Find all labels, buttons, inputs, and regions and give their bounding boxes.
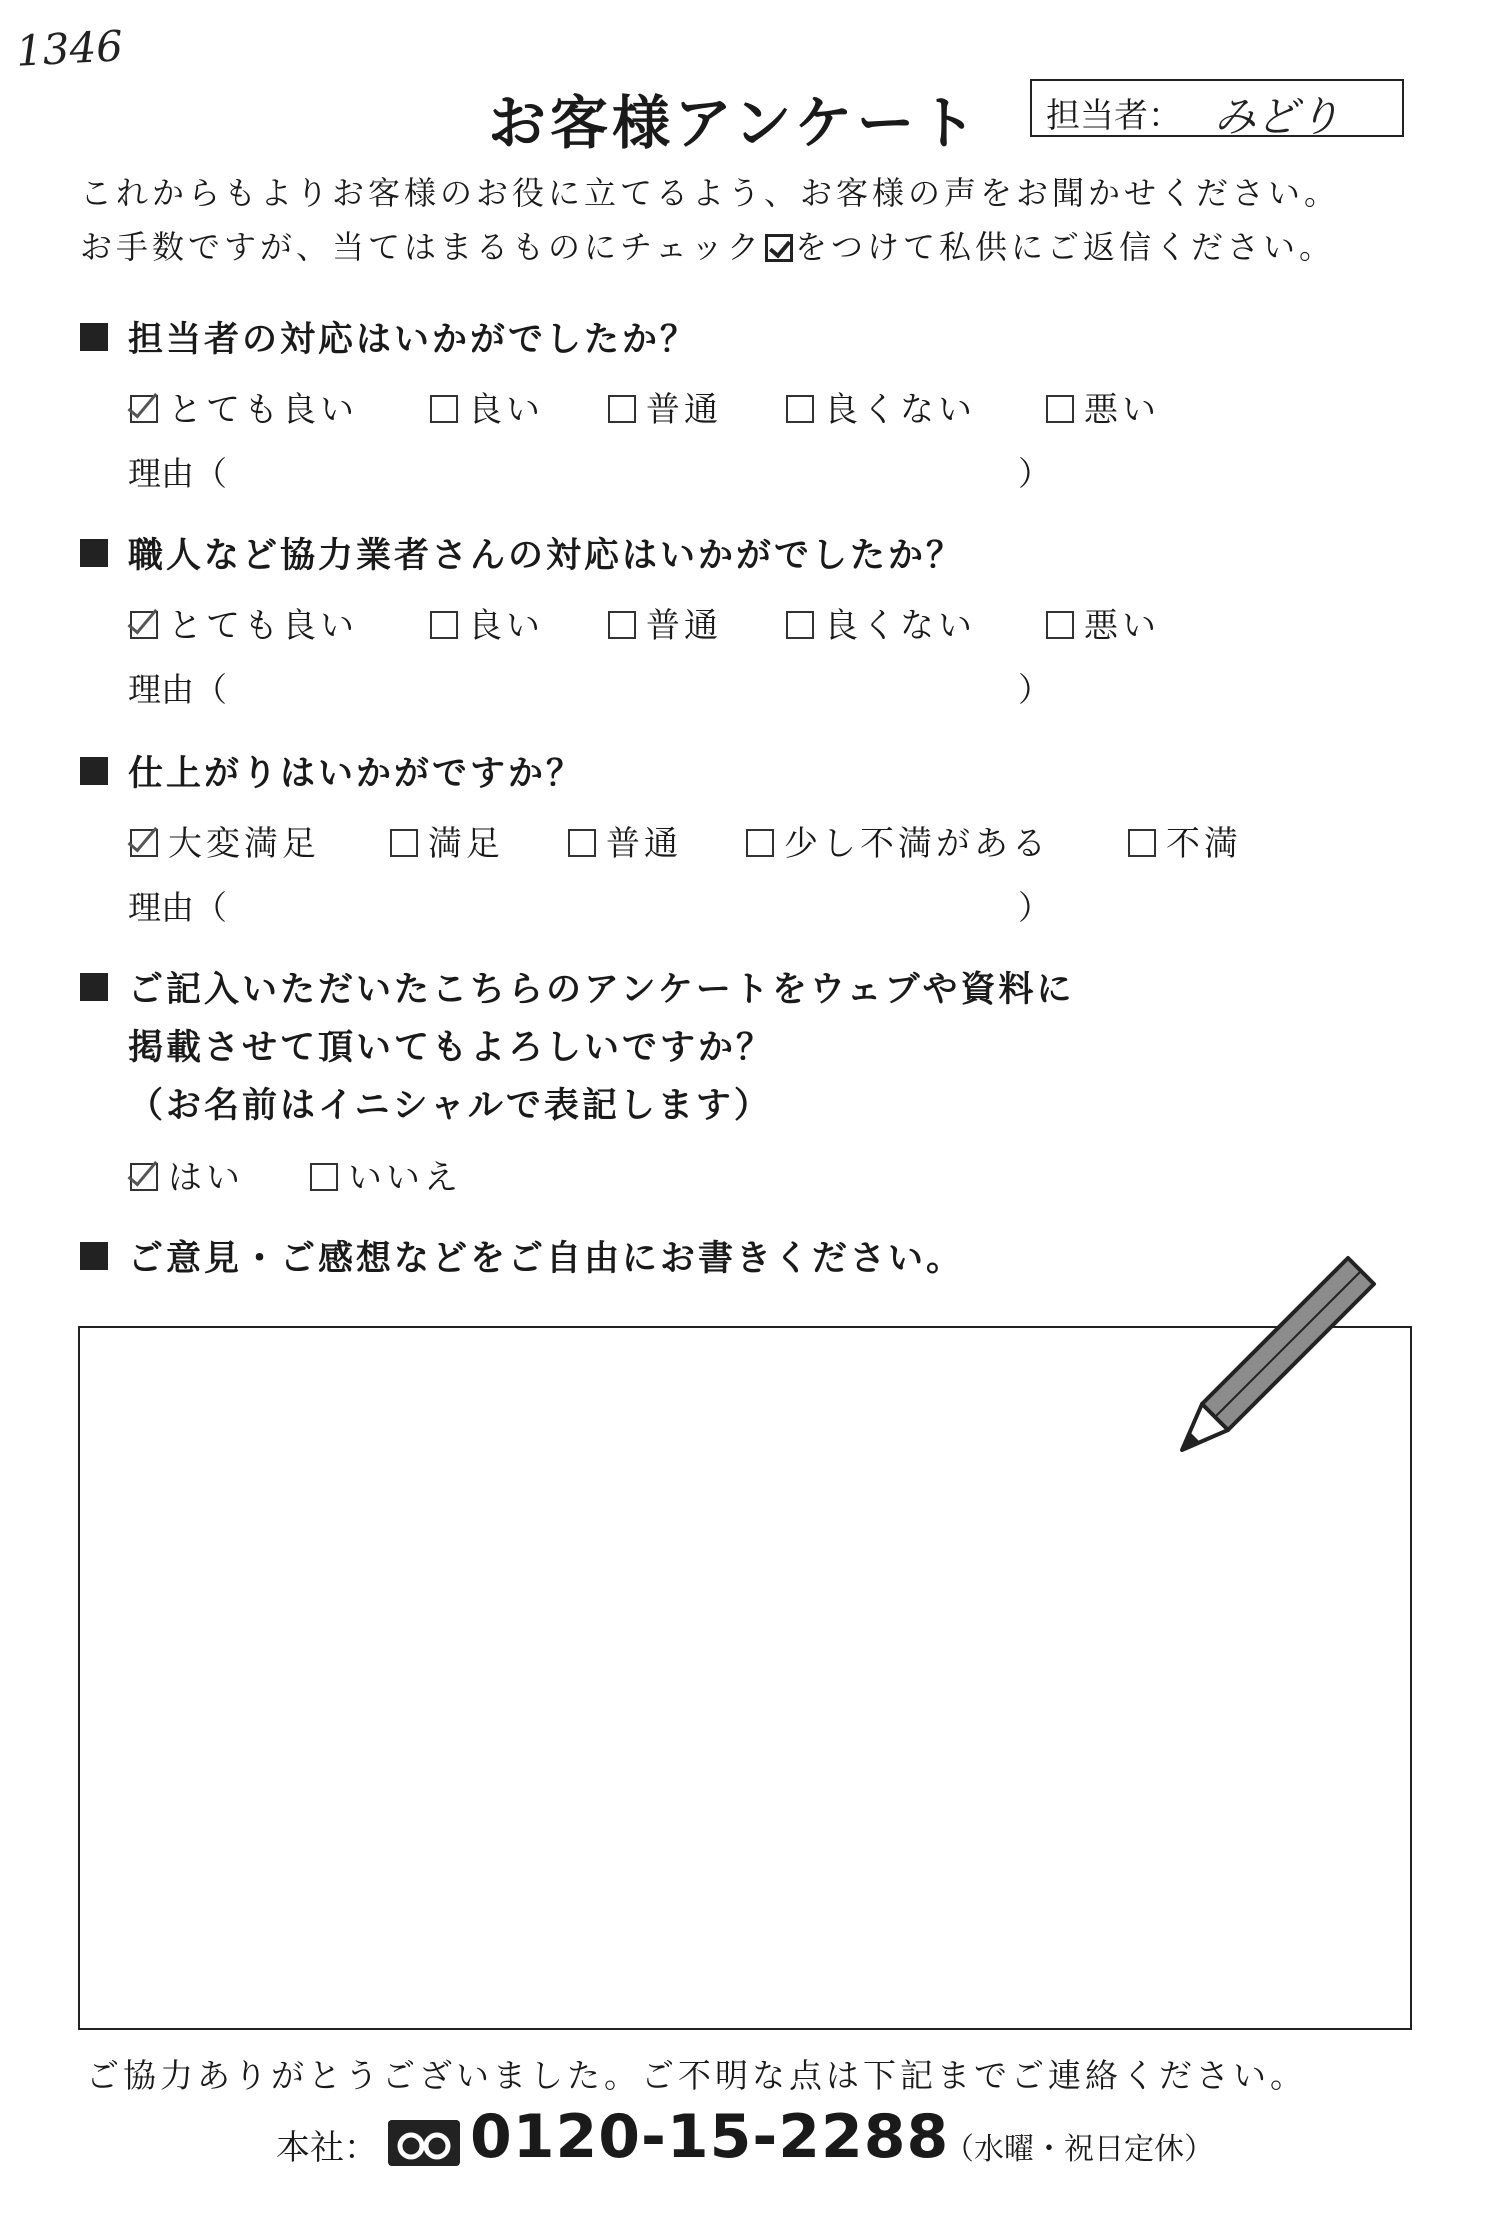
option-label: 良くない (824, 390, 976, 430)
option-label: 良い (468, 606, 544, 646)
option-label: とても良い (168, 390, 358, 430)
option-label: 良い (468, 390, 544, 430)
question-bullet-icon (80, 323, 108, 351)
question-4-line-1: ご記入いただいたこちらのアンケートをウェブや資料に (128, 970, 1075, 1010)
option-label: いいえ (348, 1158, 462, 1198)
checkbox[interactable] (390, 829, 418, 857)
checkbox-checked[interactable] (130, 395, 158, 423)
intro-line-2 (80, 222, 1335, 268)
staff-label: 担当者： (1046, 96, 1182, 136)
staff-name-handwritten[interactable]: みどり (1214, 92, 1341, 141)
question-bullet-icon (80, 973, 108, 1001)
checkbox[interactable] (1046, 395, 1074, 423)
option-label: 良くない (824, 606, 976, 646)
question-bullet-icon (80, 539, 108, 567)
option-label: 大変満足 (168, 824, 320, 864)
reason-close: ） (1018, 888, 1051, 927)
checkbox[interactable] (430, 395, 458, 423)
option-q4-no[interactable] (310, 1150, 462, 1199)
thanks-message: ご協力ありがとうございました。ご不明な点は下記までご連絡ください。 (86, 2056, 1307, 2095)
question-2: 職人など協力業者さんの対応はいかがでしたか？ (128, 536, 965, 576)
option-q1-bad[interactable] (1046, 382, 1160, 431)
option-q2-average[interactable] (608, 598, 722, 647)
option-label: とても良い (168, 606, 358, 646)
option-label: はい (168, 1158, 244, 1198)
intro-line-2-after: をつけて私供にご返信ください。 (795, 228, 1336, 266)
pencil-icon (1170, 1242, 1390, 1462)
option-q2-good[interactable] (430, 598, 544, 647)
question-3: 仕上がりはいかがですか？ (128, 754, 585, 794)
option-label: 悪い (1084, 606, 1160, 646)
question-bullet-icon (80, 1242, 108, 1270)
business-hours: （水曜・祝日定休） (944, 2132, 1214, 2167)
serial-number: 1346 (14, 21, 125, 76)
option-q2-bad[interactable] (1046, 598, 1160, 647)
reason-label: 理由（ (128, 454, 227, 493)
checkbox[interactable] (310, 1163, 338, 1191)
reason-label: 理由（ (128, 888, 227, 927)
freedial-icon (388, 2120, 460, 2166)
checkbox[interactable] (430, 611, 458, 639)
intro-line-2-before: お手数ですが、当てはまるものにチェック (80, 228, 764, 266)
reason-label: 理由（ (128, 670, 227, 709)
hq-label: 本社： (276, 2128, 378, 2168)
question-1: 担当者の対応はいかがでしたか？ (128, 320, 699, 360)
question-5: ご意見・ご感想などをご自由にお書きください。 (128, 1239, 965, 1279)
page-title: お客様アンケート (488, 89, 981, 157)
question-4-line-3: （お名前はイニシャルで表記します） (128, 1086, 772, 1126)
option-q2-very-good[interactable] (130, 598, 358, 647)
checkbox[interactable] (568, 829, 596, 857)
option-q3-dissatisfied[interactable] (1128, 816, 1242, 865)
option-q3-average[interactable] (568, 816, 682, 865)
option-q3-somewhat-dissatisfied[interactable] (746, 816, 1050, 865)
checkbox-checked[interactable] (130, 1163, 158, 1191)
checkbox-checked[interactable] (130, 829, 158, 857)
question-4-line-2: 掲載させて頂いてもよろしいですか？ (128, 1028, 775, 1068)
checkbox-checked[interactable] (130, 611, 158, 639)
reason-close: ） (1018, 670, 1051, 709)
option-q2-not-good[interactable] (786, 598, 976, 647)
option-label: 不満 (1166, 824, 1242, 864)
option-q1-very-good[interactable] (130, 382, 358, 431)
option-q4-yes[interactable] (130, 1150, 244, 1199)
option-label: 普通 (646, 390, 722, 430)
option-label: 普通 (646, 606, 722, 646)
option-q3-very-satisfied[interactable] (130, 816, 320, 865)
checkmark-icon (765, 234, 793, 262)
question-bullet-icon (80, 757, 108, 785)
option-q1-not-good[interactable] (786, 382, 976, 431)
option-q3-satisfied[interactable] (390, 816, 504, 865)
checkbox[interactable] (608, 611, 636, 639)
checkbox[interactable] (786, 395, 814, 423)
phone-number[interactable]: 0120-15-2288 (470, 2102, 950, 2172)
intro-line-1: これからもよりお客様のお役に立てるよう、お客様の声をお聞かせください。 (80, 174, 1341, 212)
checkbox[interactable] (786, 611, 814, 639)
checkbox[interactable] (608, 395, 636, 423)
checkbox[interactable] (1128, 829, 1156, 857)
option-q1-good[interactable] (430, 382, 544, 431)
checkbox[interactable] (1046, 611, 1074, 639)
option-label: 悪い (1084, 390, 1160, 430)
checkbox[interactable] (746, 829, 774, 857)
option-label: 普通 (606, 824, 682, 864)
option-q1-average[interactable] (608, 382, 722, 431)
option-label: 少し不満がある (784, 824, 1050, 864)
option-label: 満足 (428, 824, 504, 864)
reason-close: ） (1018, 454, 1051, 493)
